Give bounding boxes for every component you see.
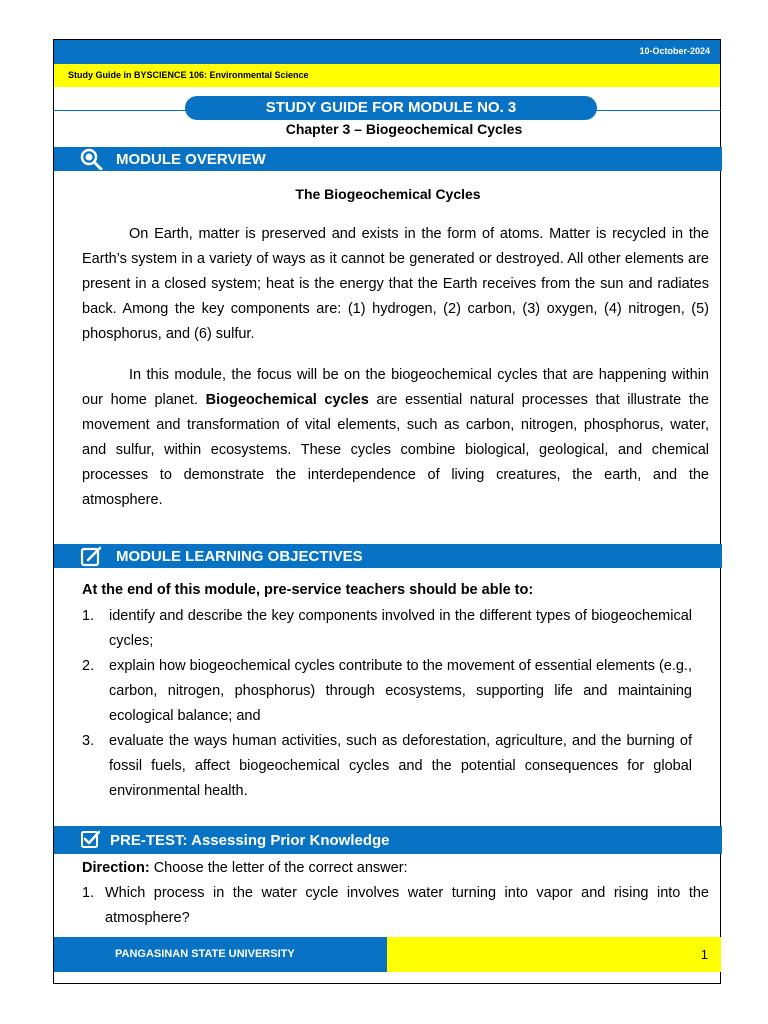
page-frame: [53, 39, 721, 984]
section-title: MODULE LEARNING OBJECTIVES: [116, 548, 363, 565]
list-text: explain how biogeochemical cycles contribute to the movement of essential elements (e.g., carbon, nitrogen, phosphorus) through ecosystems, supporting life and maintaining ecological balance; and: [109, 658, 692, 724]
section-title: PRE-TEST: Assessing Prior Knowledge: [110, 832, 390, 849]
footer-page-bar: [387, 937, 721, 972]
section-module-overview: [54, 147, 722, 171]
overview-paragraph-2: [82, 363, 709, 513]
paragraph-text: On Earth, matter is preserved and exists in the form of atoms. Matter is recycled in the Earth’s system in a variety of ways as it cannot be generated or destroyed. All other elements are present in a closed system; heat is the energy that the Earth receives from the sun and radiates back. Among the key components are: (1) hydrogen, (2) carbon, (3) oxygen, (4) nitrogen, (5) phosphorus, and (6) sulfur.: [82, 226, 709, 342]
list-text: evaluate the ways human activities, such as deforestation, agriculture, and the burning of fossil fuels, affect biogeochemical cycles and the potential consequences for global environmental health.: [109, 733, 692, 799]
question-number: 1.: [82, 885, 95, 901]
question-text: Which process in the water cycle involves water turning into vapor and rising into the atmosphere?: [105, 885, 709, 926]
date: 10-October-2024: [639, 46, 710, 56]
module-title: STUDY GUIDE FOR MODULE NO. 3: [185, 96, 597, 120]
section-learning-objectives: [54, 544, 722, 568]
paragraph-text: are essential natural processes that illustrate the movement and transformation of vital elements, such as carbon, nitrogen, phosphorus, water, and sulfur, within ecosystems. These cycles combine biological, geological, and chemical processes to demonstrate the interdependence of living creatures, the earth, and the atmosphere.: [82, 392, 709, 508]
university-name: PANGASINAN STATE UNIVERSITY: [115, 948, 295, 960]
header-bar: [54, 40, 720, 64]
direction: [82, 856, 709, 881]
edit-icon: [80, 545, 104, 567]
list-number: 1.: [82, 608, 95, 624]
direction-text: Choose the letter of the correct answer:: [149, 860, 408, 876]
objectives-lead: At the end of this module, pre-service teachers should be able to:: [82, 582, 534, 598]
list-number: 3.: [82, 733, 95, 749]
course-bar: [54, 64, 720, 87]
overview-title: The Biogeochemical Cycles: [295, 186, 481, 202]
course-title: Study Guide in BYSCIENCE 106: Environmental Science: [68, 70, 309, 80]
paragraph-text: In this module, the focus will be on the biogeochemical cycles that are happening within our home planet.: [82, 367, 709, 408]
overview-paragraph-1: [82, 222, 709, 347]
list-number: 2.: [82, 658, 95, 674]
section-title: MODULE OVERVIEW: [116, 151, 266, 168]
search-icon: [80, 148, 104, 170]
direction-label: Direction:: [82, 860, 150, 876]
chapter-title: Chapter 3 – Biogeochemical Cycles: [285, 121, 523, 137]
footer-university-bar: [54, 937, 387, 972]
checkbox-icon: [80, 829, 104, 851]
bold-term: Biogeochemical cycles: [205, 392, 369, 408]
page-number: 1: [700, 947, 708, 962]
list-text: identify and describe the key components involved in the different types of biogeochemical cycles;: [109, 608, 692, 649]
section-pretest: [54, 826, 722, 854]
